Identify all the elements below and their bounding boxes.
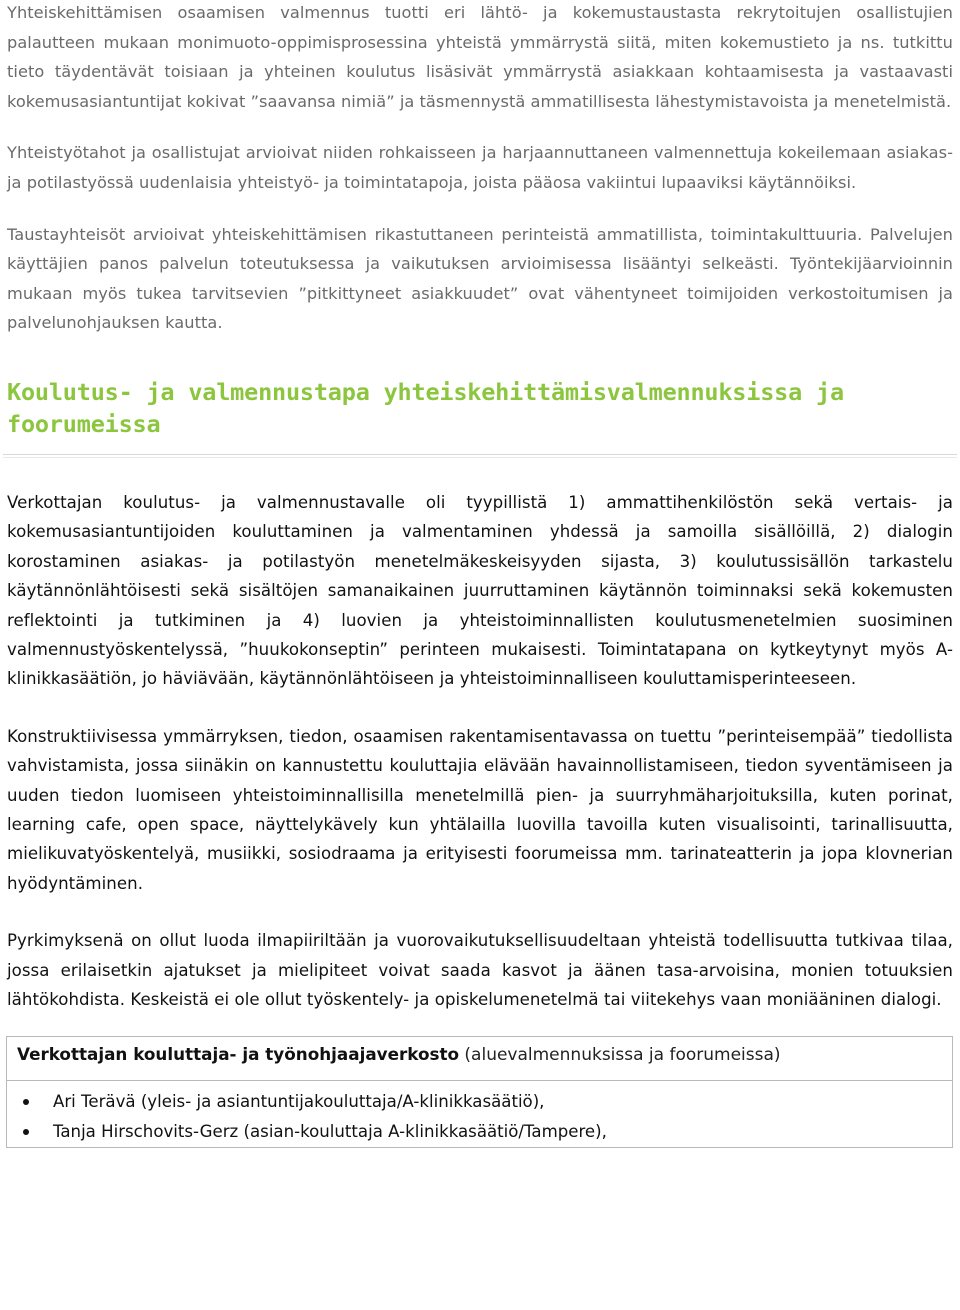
trainer-list bbox=[7, 1081, 952, 1147]
trainer-network-title bbox=[7, 1037, 952, 1081]
section-heading: Koulutus- ja valmennustapa yhteiskehittämisvalmennuksissa ja foorumeissa bbox=[7, 377, 844, 438]
paragraph-constructive-learning: Konstruktiivisessa ymmärryksen, tiedon, osaamisen rakentamisentavassa on tuettu ”perinteisempää” tiedollista vahvistamista, jossa siinäkin on kannustettu kouluttajia elävään havainnollistamiseen, tiedon syventämiseen ja uuden tiedon luomiseen yhteistoiminnallisilla menetelmillä pien- ja suurryhmäharjoituksilla, kuten porinat, learning cafe, open space, näyttelykävely kun yhtälailla luovilla tavoilla kuten visualisointi, tarinallisuutta, mielikuvatyöskentelyä, musiikki, sosiodraama ja erityisesti foorumeissa mm. tarinateatterin ja jopa klovnerian hyödyntäminen. bbox=[7, 726, 953, 893]
trainer-network-title-note: (aluevalmennuksissa ja foorumeissa) bbox=[459, 1045, 781, 1066]
trainer-name: Ari Terävä (yleis- ja asiantuntijakouluttaja/A-klinikkasäätiö), bbox=[53, 1092, 545, 1112]
paragraph-partner-evaluation: Yhteistyötahot ja osallistujat arvioivat niiden rohkaisseen ja harjaannuttaneen valmennettuja kokeilemaan asiakas- ja potilastyössä uudenlaisia yhteistyö- ja toimintatapoja, joista pääosa vakiintui lupaaviksi käytännöiksi. bbox=[7, 143, 953, 192]
paragraph-training-method: Verkottajan koulutus- ja valmennustavalle oli tyypillistä 1) ammattihenkilöstön sekä vertais- ja kokemusasiantuntijoiden kouluttaminen ja valmentaminen yhdessä ja samoilla sisällöillä, 2) dialogin korostaminen asiakas- ja potilastyön menetelmäkeskeisyyden sijasta, 3) koulutussisällön tarkastelu käytännönlähtöisesti sekä sisältöjen samanaikainen juurruttaminen käytännön toiminnaksi sekä kokemusten reflektointi ja tutkiminen ja 4) luovien ja yhteistoiminnallisten koulutusmenetelmien suosiminen valmennustyöskentelyssä, ”huukokonseptin” perinteen mukaisesti. Toimintatapana on kytkeytynyt myös A-klinikkasäätiön, jo häviävään, käytännönlähtöiseen ja yhteistoiminnalliseen kouluttamisperinteeseen. bbox=[7, 492, 953, 689]
bullet-icon bbox=[23, 1099, 29, 1105]
list-item bbox=[19, 1087, 952, 1117]
trainer-name: Tanja Hirschovits-Gerz (asian-kouluttaja A-klinikkasäätiö/Tampere), bbox=[53, 1122, 607, 1142]
trainer-network-title-strong: Verkottajan kouluttaja- ja työnohjaajaverkosto bbox=[17, 1044, 460, 1065]
trainer-network-box bbox=[6, 1036, 953, 1148]
bullet-icon bbox=[23, 1129, 29, 1135]
heading-divider bbox=[3, 454, 957, 458]
paragraph-training-feedback: Yhteiskehittämisen osaamisen valmennus tuotti eri lähtö- ja kokemustaustasta rekrytoitujen osallistujien palautteen mukaan monimuoto-oppimisprosessina yhteistä ymmärrystä siitä, miten kokemustieto ja ns. tutkittu tieto täydentävät toisiaan ja yhteinen koulutus lisäsivät ymmärrystä asiakkaan kohtaamisesta ja vastaavasti kokemusasiantuntijat kokivat ”saavansa nimiä” ja täsmennystä ammatillisesta lähestymistavoista ja menetelmistä. bbox=[7, 3, 953, 111]
paragraph-dialogue-aim: Pyrkimyksenä on ollut luoda ilmapiiriltään ja vuorovaikutuksellisuudeltaan yhteistä todellisuutta tutkivaa tilaa, jossa erilaisetkin ajatukset ja mielipiteet voivat saada kasvot ja äänen tasa-arvoisina, monien totuuksien lähtökohdista. Keskeistä ei ole ollut työskentely- ja opiskelumenetelmä tai viitekehys vaan moniääninen dialogi. bbox=[7, 931, 953, 1010]
list-item bbox=[19, 1117, 952, 1147]
paragraph-organisation-evaluation: Taustayhteisöt arvioivat yhteiskehittämisen rikastuttaneen perinteistä ammatillista, toimintakulttuuria. Palvelujen käyttäjien panos palvelun toteutuksessa ja vaikutuksen arvioimisessa lisääntyi selkeästi. Työntekijäarvioinnin mukaan myös tukea tarvitsevien ”pitkittyneet asiakkuudet” ovat vähentyneet toimijoiden verkostoitumisen ja palvelunohjauksen kautta. bbox=[7, 224, 953, 333]
